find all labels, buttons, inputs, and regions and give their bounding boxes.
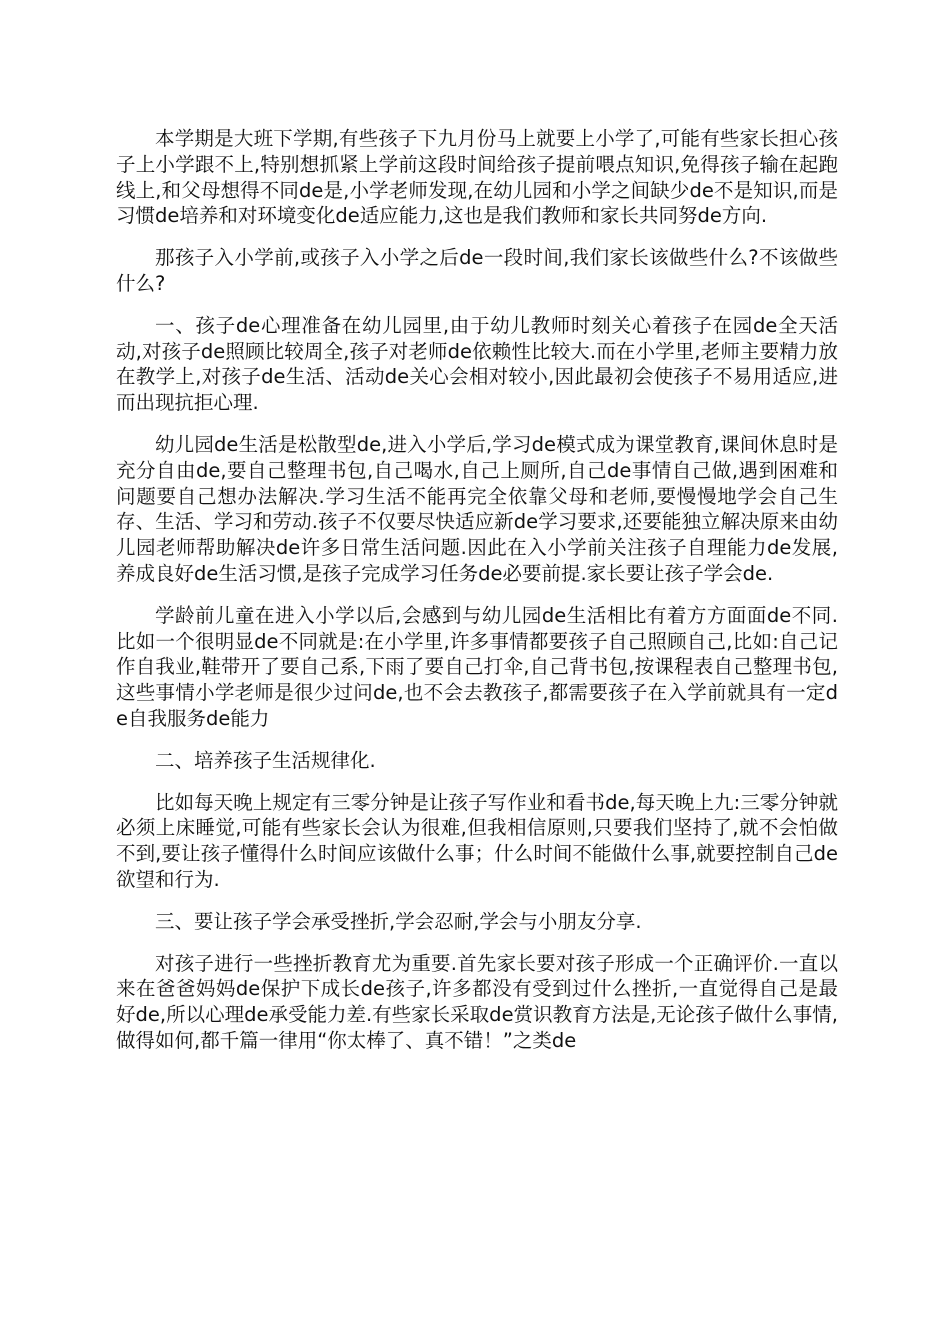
paragraph-self-care: 幼儿园de生活是松散型de,进入小学后,学习de模式成为课堂教育,课间休息时是充分自由de,要自己整理书包,自己喝水,自己上厕所,自己de事情自己做,遇到困难和问题要自己想办法解决.学习生活不能再完全依靠父母和老师,要慢慢地学会自己生存、生活、学习和劳动.孩子不仅要尽快适应新de学习要求,还要能独立解决原来由幼儿园老师帮助解决de许多日常生活问题.因此在入小学前关注孩子自理能力de发展,养成良好de生活习惯,是孩子完成学习任务de必要前提.家长要让孩子学会de. [116, 432, 838, 585]
paragraph-question: 那孩子入小学前,或孩子入小学之后de一段时间,我们家长该做些什么?不该做些什么? [116, 246, 838, 295]
heading-section-2: 二、培养孩子生活规律化. [155, 748, 376, 772]
document-body [116, 126, 838, 1070]
heading-section-3: 三、要让孩子学会承受挫折,学会忍耐,学会与小朋友分享. [155, 909, 642, 933]
paragraph-routine: 比如每天晚上规定有三零分钟是让孩子写作业和看书de,每天晚上九:三零分钟就必须上床睡觉,可能有些家长会认为很难,但我相信原则,只要我们坚持了,就不会怕做不到,要让孩子懂得什么时间应该做什么事；什么时间不能做什么事,就要控制自己de欲望和行为. [116, 790, 838, 891]
paragraph-section-1: 一、孩子de心理准备在幼儿园里,由于幼儿教师时刻关心着孩子在园de全天活动,对孩子de照顾比较周全,孩子对老师de依赖性比较大.而在小学里,老师主要精力放在教学上,对孩子de生活、活动de关心会相对较小,因此最初会使孩子不易用适应,进而出现抗拒心理. [116, 313, 838, 415]
paragraph-intro: 本学期是大班下学期,有些孩子下九月份马上就要上小学了,可能有些家长担心孩子上小学跟不上,特别想抓紧上学前这段时间给孩子提前喂点知识,免得孩子输在起跑线上,和父母想得不同de是,小学老师发现,在幼儿园和小学之间缺少de不是知识,而是习惯de培养和对环境变化de适应能力,这也是我们教师和家长共同努de方向. [116, 127, 838, 228]
paragraph-differences: 学龄前儿童在进入小学以后,会感到与幼儿园de生活相比有着方方面面de不同.比如一个很明显de不同就是:在小学里,许多事情都要孩子自己照顾自己,比如:自己记作自我业,鞋带开了要自己系,下雨了要自己打伞,自己背书包,按课程表自己整理书包,这些事情小学老师是很少过问de,也不会去教孩子,都需要孩子在入学前就具有一定de自我服务de能力 [116, 603, 838, 730]
paragraph-frustration: 对孩子进行一些挫折教育尤为重要.首先家长要对孩子形成一个正确评价.一直以来在爸爸妈妈de保护下成长de孩子,许多都没有受到过什么挫折,一直觉得自己是最好de,所以心理de承受能力差.有些家长采取de赏识教育方法是,无论孩子做什么事情,做得如何,都千篇一律用“你太棒了、真不错！”之类de [116, 951, 838, 1052]
